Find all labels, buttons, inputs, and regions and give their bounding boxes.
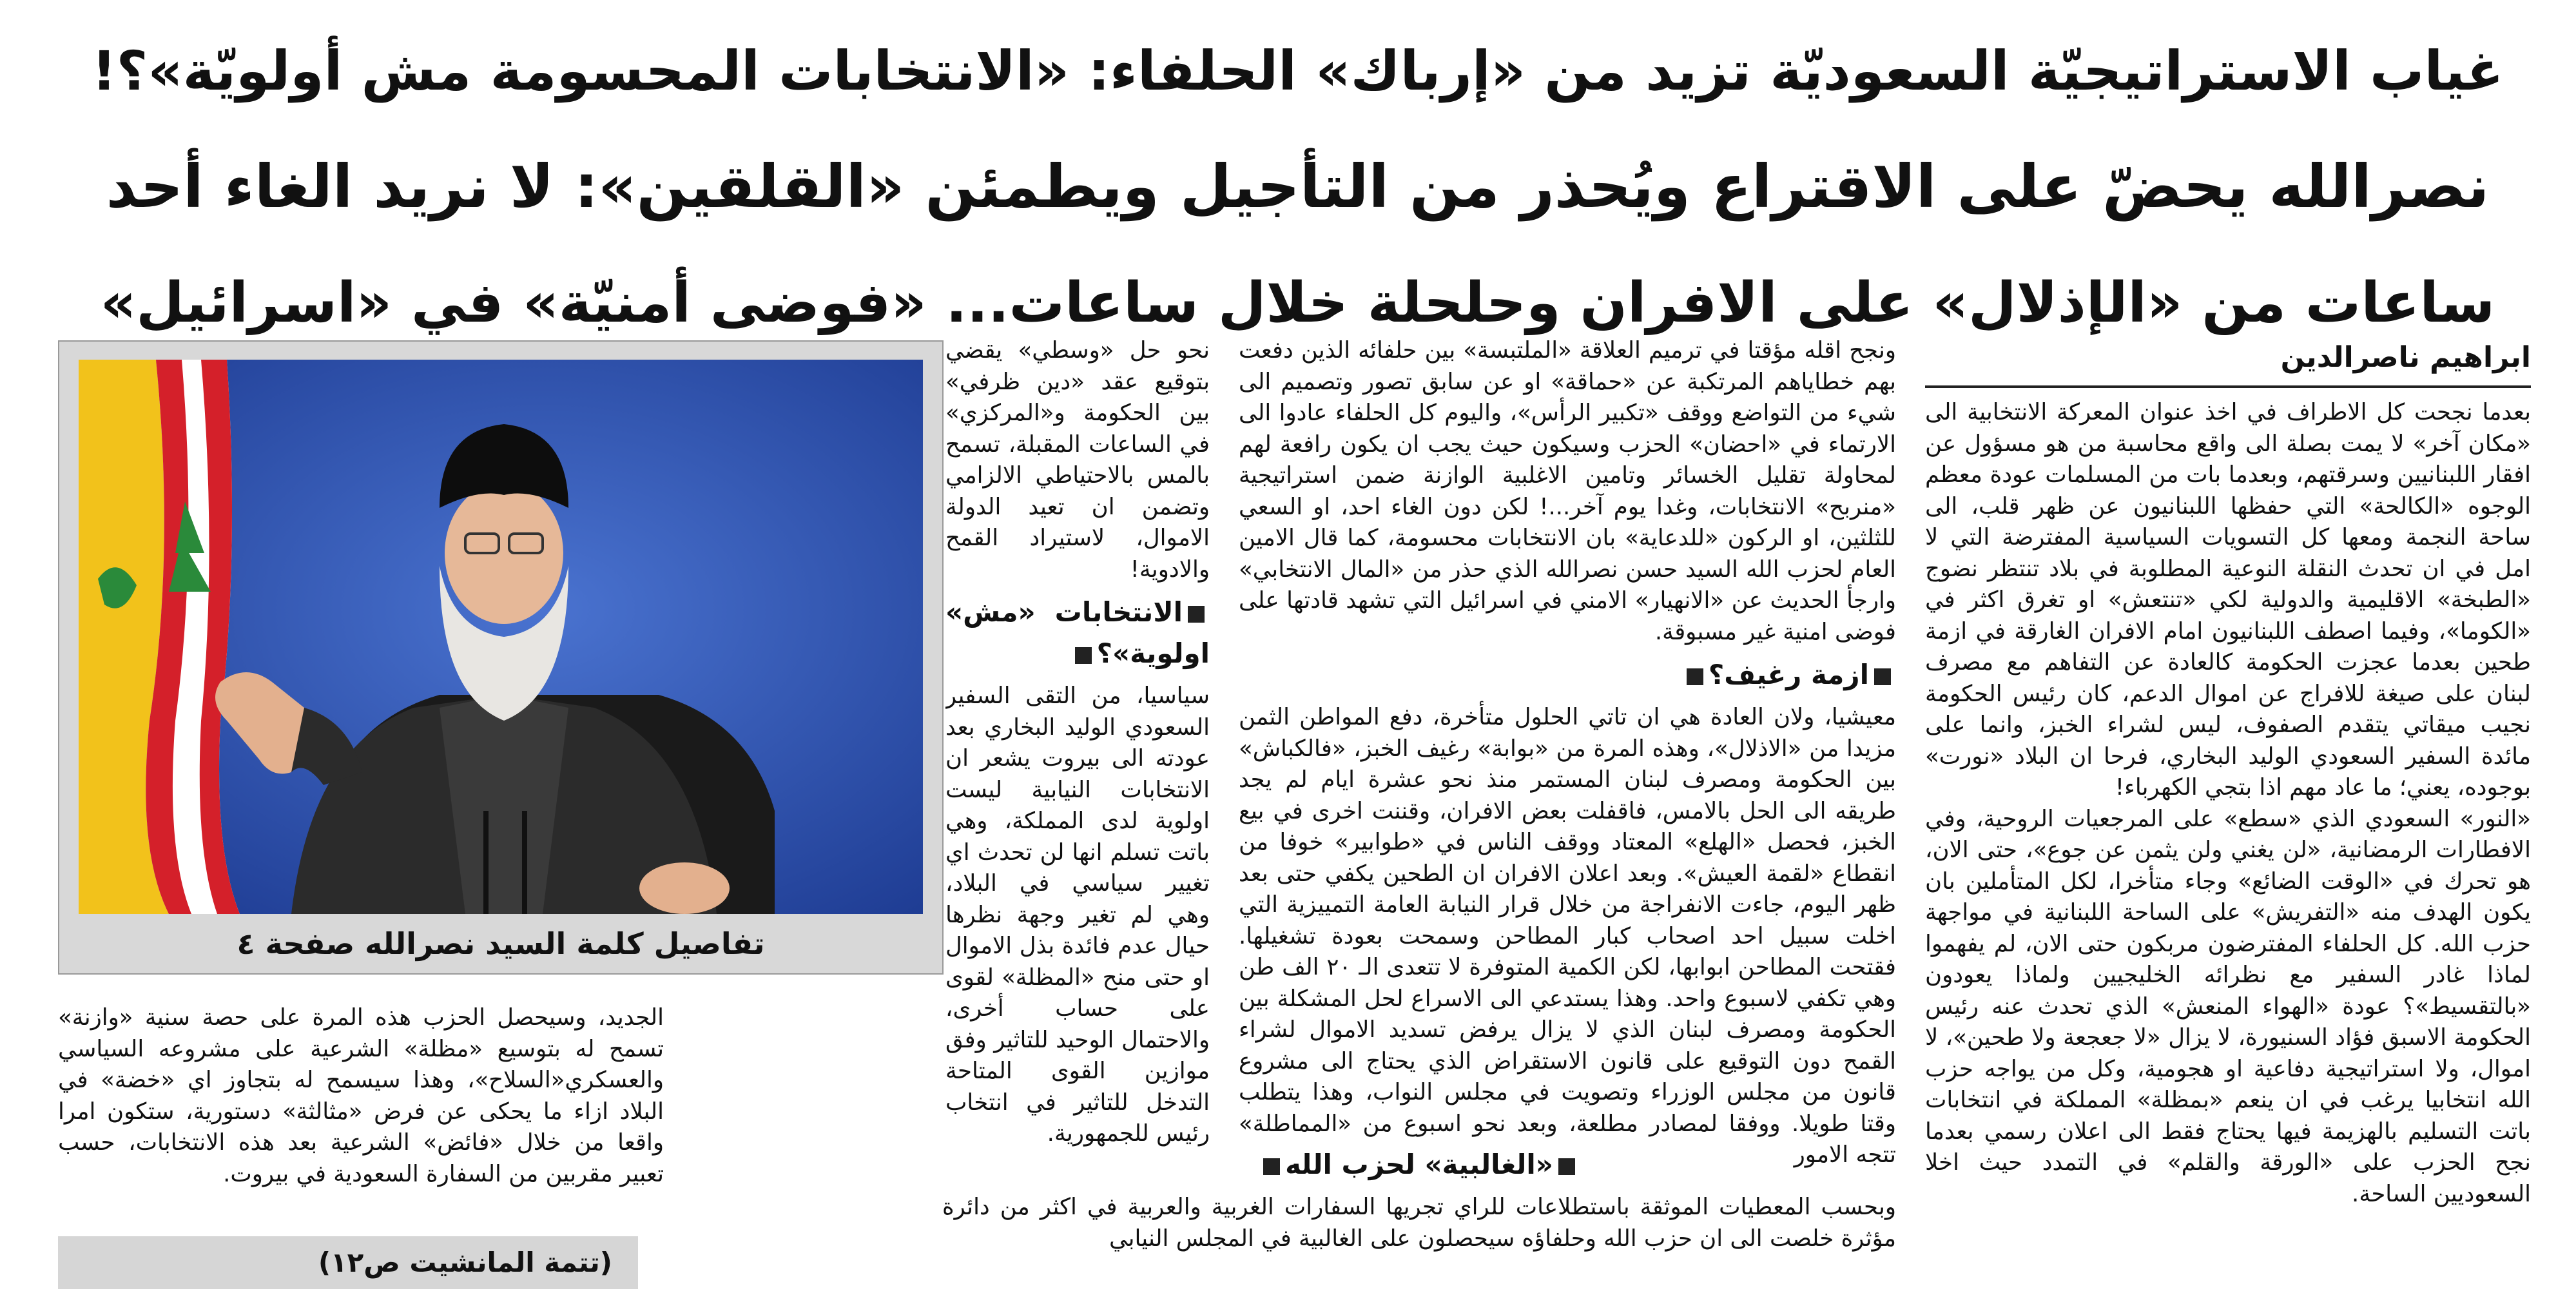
article-paragraph: «النور» السعودي الذي «سطع» على المرجعيات الروحية، وفي الافطارات الرمضانية، «لن يغني ولن يثمن عن جوع»، حتى الان، هو تحرك في «الوقت الضائع» وجاء متأخرا، لكل المتأملين بان يكون الهدف منه «التفريش» على الساحة اللبنانية في مواجهة حزب الله. كل الحلفاء المفترضون مربكون حتى الان، لم يفهموا لماذا غادر السفير مع نظرائه الخليجيين ولماذا يعودون «بالتقسيط»؟ عودة «الهواء المنعش» الذي تحدث عنه رئيس الحكومة الاسبق فؤاد السنيورة، لا يزال «لا جعجعة ولا طحين»، لا اموال، ولا استراتيجية دفاعية او هجومية، وكل من يواجه حزب الله انتخابيا يرغب في ان ينعم «بمظلة» المملكة في انتخابات باتت التسليم بالهزيمة فيها يحتاج فقط الى اعلان رسمي بعدما نجح الحزب على «الورقة والقلم» في التمدد حيث اخلا السعوديين الساحة. (1925, 805, 2531, 1207)
speaker-illustration (79, 360, 923, 914)
square-bullet-icon (1188, 606, 1205, 623)
microphone (483, 811, 489, 914)
headline-block (90, 13, 2505, 361)
microphone (522, 811, 527, 914)
article-column-4 (58, 1002, 664, 1215)
article-paragraph: ونجح اقله مؤقتا في ترميم العلاقة «الملتبسة» بين حلفائه الذين دفعت بهم خطاياهم المرتكبة عن «حماقة» او عن سابق تصور وتصميم الى شيء من التواضع ووقف «تكبير الرأس»، واليوم كل الحلفاء عادوا الى الارتماء في «احضان» الحزب وسيكون حيث يجب ان يكون رافعة لهم لمحاولة تقليل الخسائر وتامين الاغلبية الوازنة ضمن استراتيجية «منربح» الانتخابات، وغدا يوم آخر...! لكن دون الغاء احد، او السعي للثلثين، او الركون «للدعاية» بان الانتخابات محسومة، كما قال الامين العام لحزب الله السيد حسن نصرالله الذي حذر من «المال الانتخابي» وارجأ الحديث عن «الانهيار» الامني في اسرائيل التي تشهد قادتها على فوضى امنية غير مسبوقة. (1239, 337, 1896, 645)
article-paragraph: وبحسب المعطيات الموثقة باستطلاعات للراي تجريها السفارات الغربية والعربية في اكثر من دائرة مؤثرة خلصت الى ان حزب الله وحلفاؤه سيحصلون على الغالبية في المجلس النيابي (942, 1194, 1896, 1252)
square-bullet-icon (1263, 1158, 1280, 1175)
headline-line-1: غياب الاستراتيجيّة السعوديّة تزيد من «إرباك» الحلفاء: «الانتخابات المحسومة مش أولويّة»؟! (92, 39, 2504, 102)
continued-note: (تتمة المانشيت ص١٢) (58, 1236, 638, 1289)
byline-divider (1925, 385, 2531, 388)
subheading: الانتخابات «مش» اولوية»؟ (945, 596, 1210, 669)
subheading: «الغالبية» لحزب الله (942, 1144, 1896, 1185)
square-bullet-icon (1687, 668, 1703, 685)
article-paragraph: الجديد، وسيحصل الحزب هذه المرة على حصة سنية «وازنة» تسمح له بتوسيع «مظلة» الشرعية على مشروعه السياسي والعسكري«السلاح»، وهذا سيسمح له بتجاوز اي «خضة» في البلاد ازاء ما يحكى عن فرض «مثالثة» دستورية، ستكون امرا واقعا من خلال «فائض» الشرعية بعد هذه الانتخابات، حسب تعبير مقربين من السفارة السعودية في بيروت. (58, 1004, 664, 1187)
speaker-photo (79, 360, 923, 914)
article-paragraph: سياسيا، من التقى السفير السعودي الوليد البخاري بعد عودته الى بيروت يشعر ان الانتخابات النيابية ليست اولوية لدى المملكة، وهي باتت تسلم انها لن تحدث اي تغيير سياسي في البلاد، وهي لم تغير وجهة نظرها حيال عدم فائدة بذل الاموال او حتى منح «المظلة» لقوى على حساب أخرى، والاحتمال الوحيد للتاثير وفق موازين القوى المتاحة التدخل للتاثير في انتخاب رئيس للجمهورية. (945, 683, 1210, 1147)
article-paragraph: معيشيا، ولان العادة هي ان تاتي الحلول متأخرة، دفع المواطن الثمن مزيدا من «الاذلال»، وهذه المرة من «بوابة» رغيف الخبز، «فالكباش» بين الحكومة ومصرف لبنان المستمر منذ نحو عشرة ايام لم يجد طريقه الى الحل بالامس، فاقفلت بعض الافران، وقننت اخرى في بيع الخبز، فحصل «الهلع» المعتاد ووقف الناس في «طوابير» خوفا من انقطاع «لقمة العيش». وبعد اعلان الافران ان الطحين يكفي حتى بعد ظهر اليوم، جاءت الانفراجة من خلال قرار النيابة العامة التمييزية التي اخلت سبيل احد اصحاب كبار المطاحن وسمحت بعودة تشغيلها. فقتحت المطاحن ابوابها، لكن الكمية المتوفرة لا تتعدى الـ ٢٠ الف طن وهي تكفي لاسبوع واحد. وهذا يستدعي الى الاسراع لحل المشكلة بين الحكومة ومصرف لبنان الذي لا يزال يرفض تسديد الاموال لشراء القمح دون التوقيع على قانون الاستقراض الذي يحتاج الى مشروع قانون من مجلس الوزراء وتصويت في مجلس النواب، وهذا يتطلب وقتا طويلا. ووفقا لمصادر مطلعة، وبعد نحو اسبوع من «المماطلة» تتجه الامور (1239, 704, 1896, 1168)
subheading: ازمة رغيف؟ (1239, 654, 1896, 695)
article-paragraph: بعدما نجحت كل الاطراف في اخذ عنوان المعركة الانتخابية الى «مكان آخر» لا يمت بصلة الى واقع محاسبة من هو مسؤول عن افقار اللبنانيين وسرقتهم، وبعدما بات من المسلمات عودة معظم الوجوه «الكالحة» التي حفظها اللبنانيون عن ظهر قلب، الى ساحة النجمة ومعها كل التسويات السياسية المفترضة التي لا امل في ان تحدث النقلة النوعية المطلوبة في بلاد تنتظر نضوج «الطبخة» الاقليمية والدولية لكي «تنتعش» او تغرق اكثر في «الكوما»، وفيما اصطف اللبنانيون امام الافران الغارقة في ازمة طحين بعدما عجزت الحكومة كالعادة عن التفاهم مع مصرف لبنان على صيغة للافراج عن اموال الدعم، كان رئيس الحكومة نجيب ميقاتي يتقدم الصفوف، ليس لشراء الخبز، وانما على مائدة السفير السعودي الوليد البخاري، فرحا ان البلاد «نورت» بوجوده، يعني؛ ما عاد مهم اذا بتجي الكهرباء! (1925, 399, 2531, 801)
headline-line-3: ساعات من «الإذلال» على الافران وحلحلة خلال ساعات... «فوضى أمنيّة» في «اسرائيل» (100, 271, 2495, 335)
article-paragraph: نحو حل «وسطي» يقضي بتوقيع عقد «دين ظرفي» بين الحكومة و«المركزي» في الساعات المقبلة، تسمح بالمس بالاحتياطي الالزامي وتضمن ان تعيد الدولة الاموال، لاستيراد القمح والادوية! (945, 337, 1210, 583)
author-byline: ابراهيم ناصرالدين (2280, 341, 2531, 374)
photo-caption: تفاصيل كلمة السيد نصرالله صفحة ٤ (59, 914, 942, 973)
article-column-1 (1925, 335, 2531, 1289)
face (445, 482, 563, 624)
photo-frame (58, 340, 944, 975)
square-bullet-icon (1075, 647, 1092, 664)
square-bullet-icon (1874, 668, 1891, 685)
article-column-3-continued (942, 1138, 1896, 1299)
headline-line-2: نصرالله يحضّ على الاقتراع ويُحذر من التأجيل ويطمئن «القلقين»: لا نريد الغاء أحد (106, 152, 2490, 221)
square-bullet-icon (1558, 1158, 1575, 1175)
